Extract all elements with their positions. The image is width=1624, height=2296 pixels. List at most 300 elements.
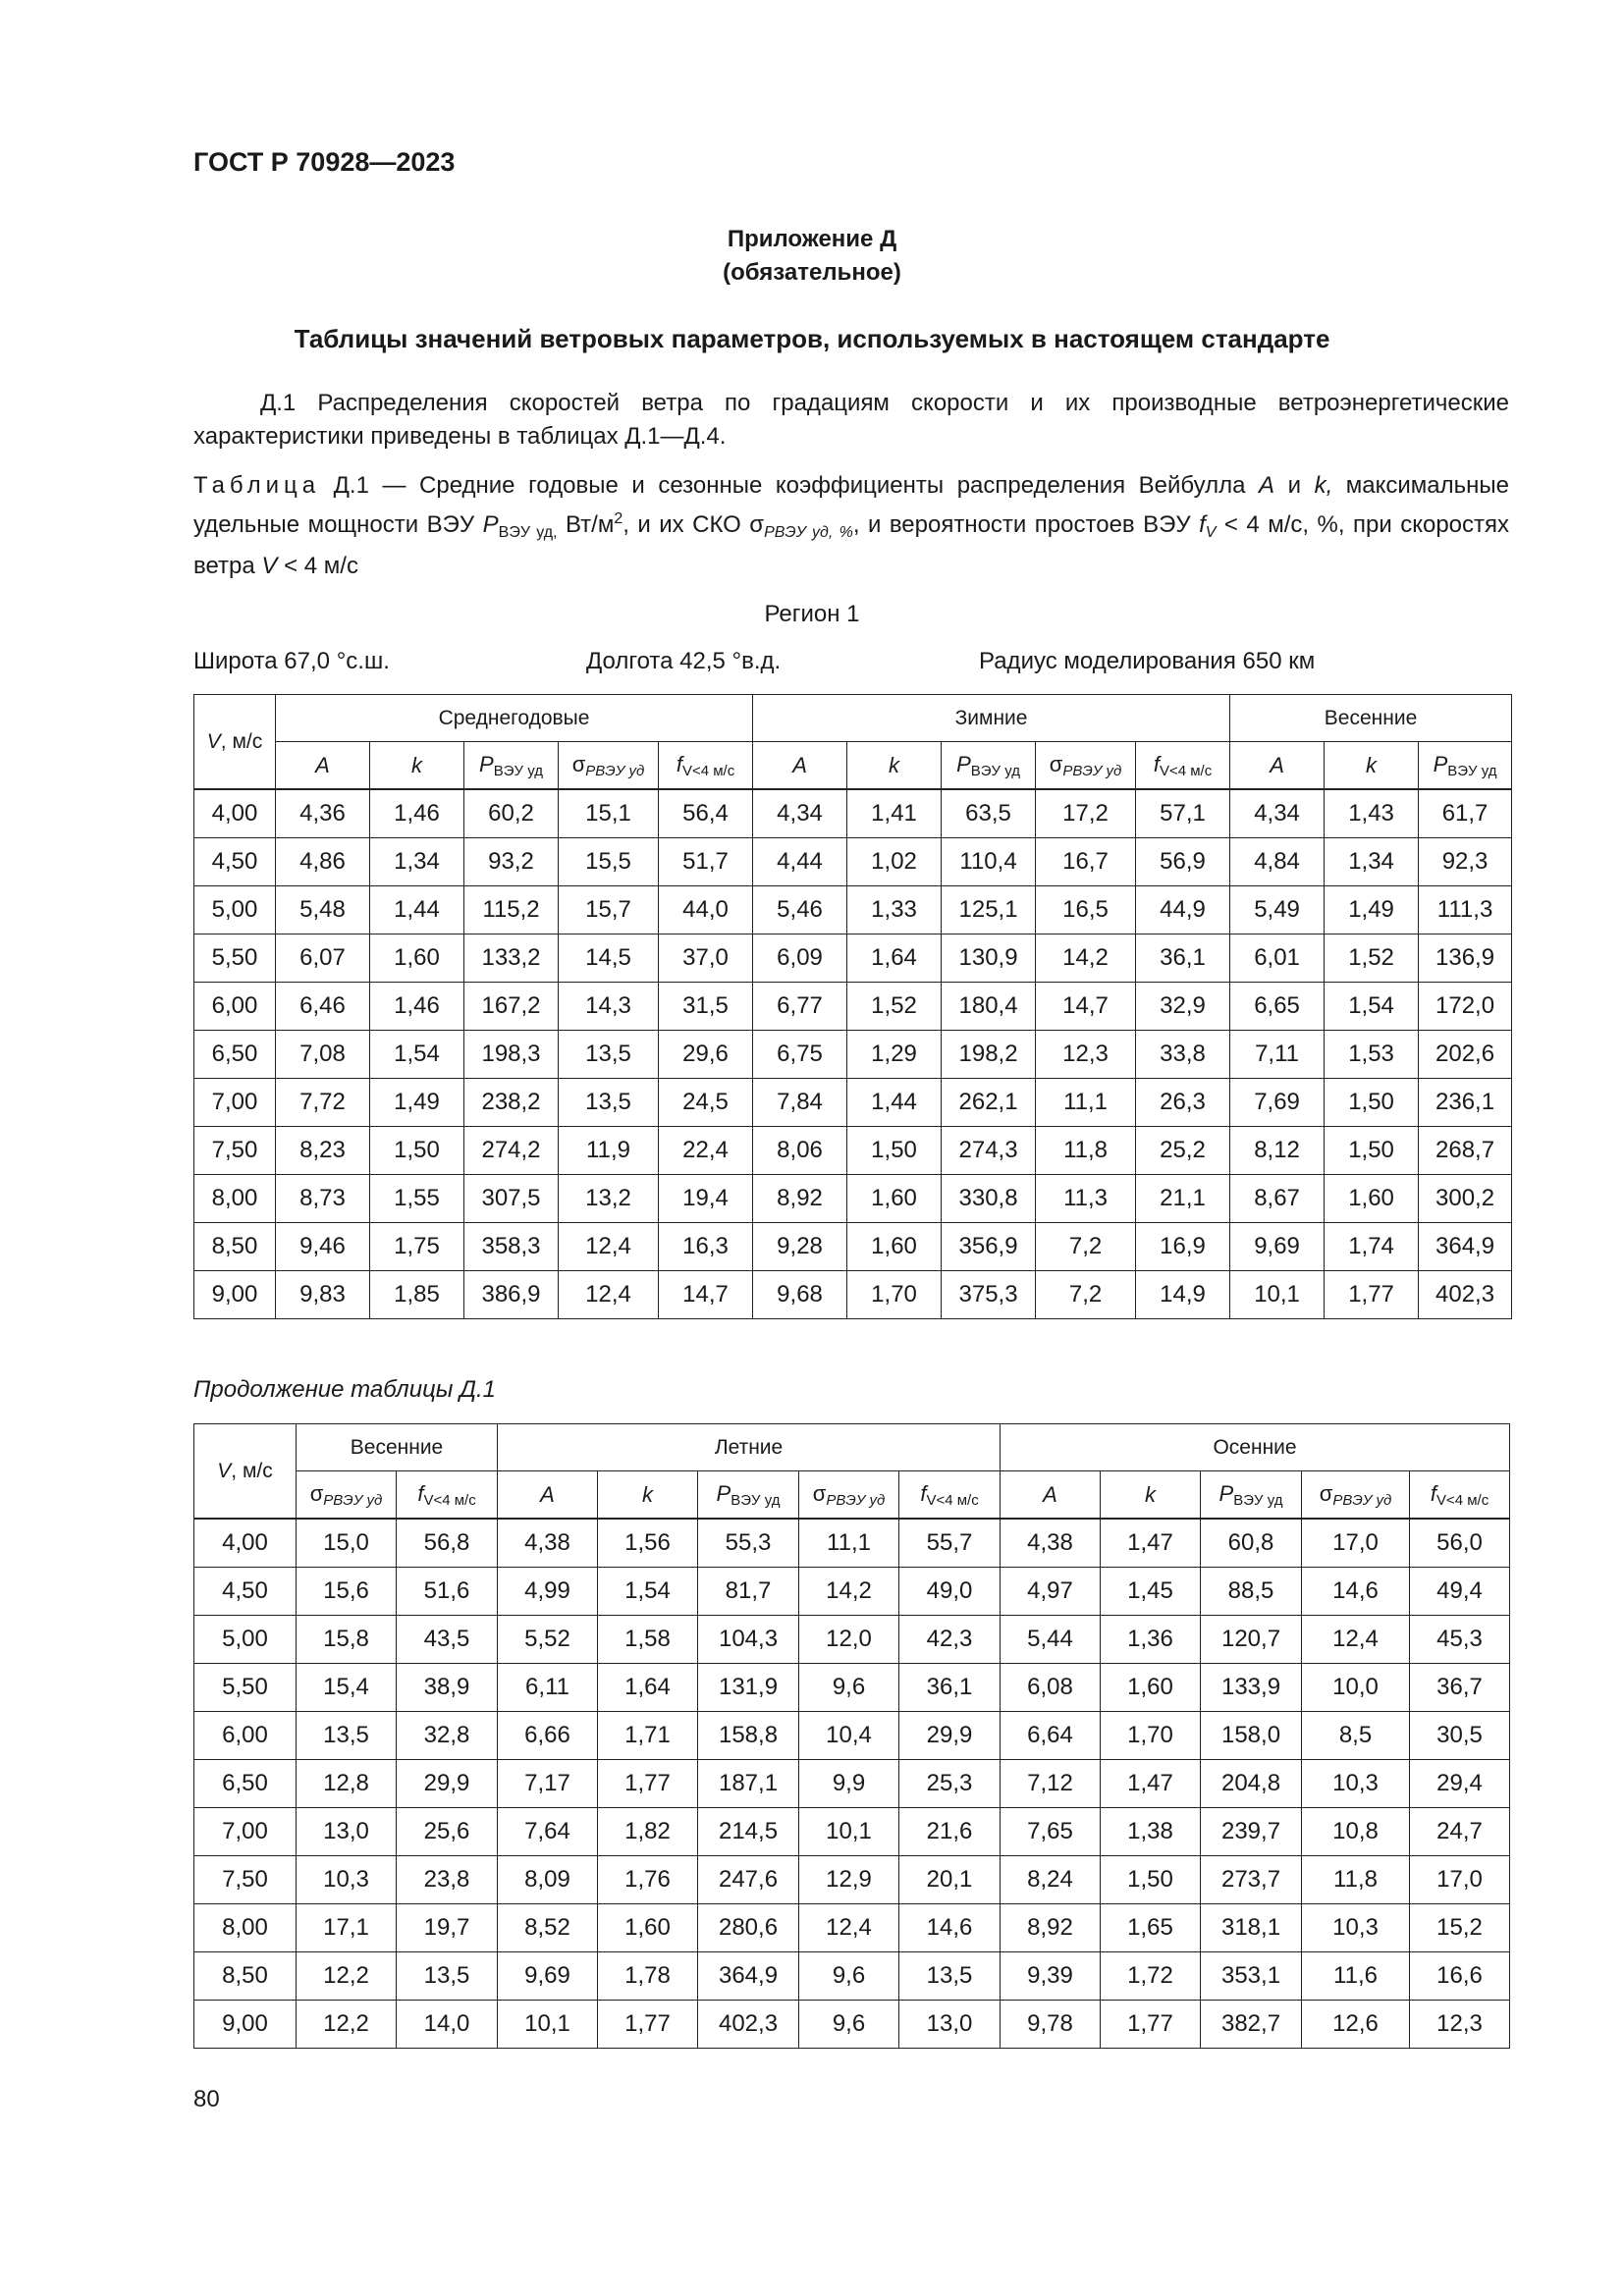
table-cell: 17,0 [1410, 1856, 1510, 1904]
wind-speed-cell: 4,50 [194, 1568, 297, 1616]
col-header-f: fV<4 м/с [899, 1471, 1001, 1520]
table-cell: 1,50 [1101, 1856, 1201, 1904]
table-cell: 60,8 [1201, 1519, 1302, 1568]
table-cell: 49,4 [1410, 1568, 1510, 1616]
table-cell: 9,6 [799, 2001, 899, 2049]
table-cell: 1,75 [370, 1223, 464, 1271]
table-cell: 9,9 [799, 1760, 899, 1808]
table-cell: 23,8 [397, 1856, 498, 1904]
table-cell: 32,9 [1136, 983, 1230, 1031]
table-cell: 273,7 [1201, 1856, 1302, 1904]
table-cell: 7,72 [276, 1079, 370, 1127]
table-cell: 1,44 [370, 886, 464, 934]
table-cell: 8,67 [1230, 1175, 1325, 1223]
table-cell: 1,60 [598, 1904, 698, 1952]
caption-part4: , и вероятности простоев ВЭУ [852, 511, 1200, 538]
table-cell: 4,44 [753, 838, 847, 886]
table-cell: 9,6 [799, 1952, 899, 2001]
wind-speed-cell: 7,00 [194, 1079, 276, 1127]
table-cell: 30,5 [1410, 1712, 1510, 1760]
page-number: 80 [193, 2086, 220, 2112]
caption-label: Таблица [193, 472, 321, 499]
table-cell: 13,0 [899, 2001, 1001, 2049]
table-cell: 61,7 [1419, 789, 1512, 838]
caption-unit-sup: 2 [614, 510, 623, 527]
table-cell: 13,5 [397, 1952, 498, 2001]
table-cell: 115,2 [464, 886, 559, 934]
table-cell: 25,2 [1136, 1127, 1230, 1175]
caption-part5: < 4 м/с, %, при скоростях ветра [193, 511, 1510, 579]
caption-f: f [1199, 511, 1206, 538]
table-cell: 11,6 [1302, 1952, 1410, 2001]
table-cell: 63,5 [942, 789, 1036, 838]
table-cell: 8,24 [1001, 1856, 1101, 1904]
table-cell: 45,3 [1410, 1616, 1510, 1664]
col-header-f: fV<4 м/с [659, 742, 753, 790]
wind-speed-cell: 9,00 [194, 1271, 276, 1319]
table-cell: 8,92 [1001, 1904, 1101, 1952]
table-cell: 10,0 [1302, 1664, 1410, 1712]
table-cell: 13,0 [297, 1808, 397, 1856]
table-cell: 29,9 [397, 1760, 498, 1808]
wind-speed-cell: 7,50 [194, 1127, 276, 1175]
table-cell: 36,1 [1136, 934, 1230, 983]
table-cell: 15,0 [297, 1519, 397, 1568]
table-cell: 43,5 [397, 1616, 498, 1664]
table-cell: 198,2 [942, 1031, 1036, 1079]
col-header-f: fV<4 м/с [397, 1471, 498, 1520]
table-cell: 375,3 [942, 1271, 1036, 1319]
table-cell: 36,7 [1410, 1664, 1510, 1712]
table-cell: 1,52 [1325, 934, 1419, 983]
table-cell: 16,3 [659, 1223, 753, 1271]
table-cell: 13,5 [559, 1079, 659, 1127]
table-cell: 31,5 [659, 983, 753, 1031]
table-cell: 9,6 [799, 1664, 899, 1712]
table-cell: 110,4 [942, 838, 1036, 886]
table-cell: 9,69 [498, 1952, 598, 2001]
table-cell: 8,09 [498, 1856, 598, 1904]
table-cell: 358,3 [464, 1223, 559, 1271]
table-cell: 1,72 [1101, 1952, 1201, 2001]
table-row [194, 1127, 1512, 1175]
table-cell: 158,8 [698, 1712, 799, 1760]
table-cell: 5,44 [1001, 1616, 1101, 1664]
table-caption [193, 469, 1509, 583]
table-cell: 16,5 [1036, 886, 1136, 934]
table-cell: 20,1 [899, 1856, 1001, 1904]
table-cell: 1,02 [847, 838, 942, 886]
table-cell: 1,85 [370, 1271, 464, 1319]
table-cell: 7,2 [1036, 1271, 1136, 1319]
group-header-summer: Летние [498, 1424, 1001, 1471]
col-header-k: k [370, 742, 464, 790]
table-row [194, 1175, 1512, 1223]
table-cell: 167,2 [464, 983, 559, 1031]
table-cell: 12,6 [1302, 2001, 1410, 2049]
table-cell: 1,46 [370, 983, 464, 1031]
table-cell: 10,3 [297, 1856, 397, 1904]
table-cell: 1,34 [370, 838, 464, 886]
table-cell: 10,1 [799, 1808, 899, 1856]
table-cell: 11,3 [1036, 1175, 1136, 1223]
table-row [194, 838, 1512, 886]
table-cell: 15,6 [297, 1568, 397, 1616]
table-row [194, 1519, 1510, 1568]
table-cell: 14,6 [899, 1904, 1001, 1952]
caption-unit: Вт/м [557, 511, 615, 538]
caption-a: A [1259, 472, 1275, 499]
standard-code: ГОСТ Р 70928—2023 [193, 147, 456, 177]
table-cell: 9,78 [1001, 2001, 1101, 2049]
table-cell: 1,50 [847, 1127, 942, 1175]
table-cell: 9,28 [753, 1223, 847, 1271]
table-cell: 1,56 [598, 1519, 698, 1568]
table-cell: 1,64 [847, 934, 942, 983]
table-cell: 1,54 [1325, 983, 1419, 1031]
table-cell: 12,3 [1036, 1031, 1136, 1079]
table-cell: 274,3 [942, 1127, 1036, 1175]
col-header-a: A [1001, 1471, 1101, 1520]
table-cell: 1,29 [847, 1031, 942, 1079]
table-cell: 13,5 [297, 1712, 397, 1760]
table-cell: 4,84 [1230, 838, 1325, 886]
table-cell: 25,6 [397, 1808, 498, 1856]
table-cell: 11,9 [559, 1127, 659, 1175]
table-cell: 8,06 [753, 1127, 847, 1175]
wind-speed-cell: 4,00 [194, 789, 276, 838]
table-cell: 386,9 [464, 1271, 559, 1319]
table-cell: 1,58 [598, 1616, 698, 1664]
caption-p-sub: ВЭУ уд, [498, 524, 558, 541]
table-cell: 1,55 [370, 1175, 464, 1223]
table-cell: 12,9 [799, 1856, 899, 1904]
table-cell: 15,8 [297, 1616, 397, 1664]
table-cell: 111,3 [1419, 886, 1512, 934]
table-cell: 131,9 [698, 1664, 799, 1712]
table-cell: 10,8 [1302, 1808, 1410, 1856]
paragraph-d1: Д.1 Распределения скоростей ветра по градациям скорости и их производные ветроэнергетические характеристики приведены в таблицах Д.1—Д.4. [193, 390, 1509, 450]
table-row [194, 1664, 1510, 1712]
wind-speed-cell: 5,50 [194, 1664, 297, 1712]
col-header-a: A [1230, 742, 1325, 790]
table-cell: 81,7 [698, 1568, 799, 1616]
radius-label: Радиус моделирования 650 км [979, 648, 1316, 674]
table-cell: 15,2 [1410, 1904, 1510, 1952]
table-cell: 22,4 [659, 1127, 753, 1175]
col-header-k: k [1325, 742, 1419, 790]
table-cell: 1,34 [1325, 838, 1419, 886]
table-cell: 11,8 [1036, 1127, 1136, 1175]
col-header-sigma: σPВЭУ уд [297, 1471, 397, 1520]
table-cell: 1,38 [1101, 1808, 1201, 1856]
table-cell: 14,5 [559, 934, 659, 983]
table-cell: 318,1 [1201, 1904, 1302, 1952]
table-cell: 1,60 [847, 1175, 942, 1223]
col-header-p: PВЭУ уд [698, 1471, 799, 1520]
table-cell: 15,5 [559, 838, 659, 886]
table-cell: 1,33 [847, 886, 942, 934]
table-cell: 12,0 [799, 1616, 899, 1664]
table-cell: 1,77 [1101, 2001, 1201, 2049]
col-header-k: k [847, 742, 942, 790]
group-header-spring: Весенние [297, 1424, 498, 1471]
table-cell: 274,2 [464, 1127, 559, 1175]
table-cell: 7,12 [1001, 1760, 1101, 1808]
table-cell: 6,46 [276, 983, 370, 1031]
table-cell: 24,7 [1410, 1808, 1510, 1856]
table-cell: 202,6 [1419, 1031, 1512, 1079]
table-cell: 136,9 [1419, 934, 1512, 983]
table-cell: 13,2 [559, 1175, 659, 1223]
table-cell: 133,2 [464, 934, 559, 983]
wind-speed-cell: 5,00 [194, 1616, 297, 1664]
table-cell: 17,1 [297, 1904, 397, 1952]
table-cell: 7,17 [498, 1760, 598, 1808]
weibull-table-main [193, 694, 1512, 1319]
table-cell: 16,9 [1136, 1223, 1230, 1271]
table-cell: 16,7 [1036, 838, 1136, 886]
table-row [194, 1712, 1510, 1760]
table-cell: 21,6 [899, 1808, 1001, 1856]
table-cell: 5,48 [276, 886, 370, 934]
table-cell: 402,3 [1419, 1271, 1512, 1319]
table-cell: 7,2 [1036, 1223, 1136, 1271]
table-cell: 25,3 [899, 1760, 1001, 1808]
table-cell: 1,49 [1325, 886, 1419, 934]
table-cell: 1,44 [847, 1079, 942, 1127]
table-row [194, 983, 1512, 1031]
table-cell: 7,11 [1230, 1031, 1325, 1079]
table-cell: 51,7 [659, 838, 753, 886]
table-cell: 14,2 [1036, 934, 1136, 983]
table-cell: 247,6 [698, 1856, 799, 1904]
col-header-f: fV<4 м/с [1410, 1471, 1510, 1520]
wind-speed-cell: 6,00 [194, 1712, 297, 1760]
table-row [194, 1760, 1510, 1808]
table-cell: 7,65 [1001, 1808, 1101, 1856]
table-cell: 4,34 [753, 789, 847, 838]
table-cell: 1,45 [1101, 1568, 1201, 1616]
table-cell: 1,65 [1101, 1904, 1201, 1952]
col-header-a: A [753, 742, 847, 790]
table-cell: 1,78 [598, 1952, 698, 2001]
table-cell: 1,50 [1325, 1079, 1419, 1127]
table-cell: 1,47 [1101, 1760, 1201, 1808]
table-cell: 10,3 [1302, 1760, 1410, 1808]
table-cell: 6,01 [1230, 934, 1325, 983]
table-cell: 8,92 [753, 1175, 847, 1223]
col-header-p: PВЭУ уд [942, 742, 1036, 790]
table-cell: 1,41 [847, 789, 942, 838]
group-header-winter: Зимние [753, 695, 1230, 742]
table-row [194, 1031, 1512, 1079]
table-cell: 37,0 [659, 934, 753, 983]
table-cell: 6,08 [1001, 1664, 1101, 1712]
col-header-k: k [1101, 1471, 1201, 1520]
table-cell: 56,8 [397, 1519, 498, 1568]
table-cell: 12,4 [1302, 1616, 1410, 1664]
table-cell: 1,53 [1325, 1031, 1419, 1079]
col-header-p: PВЭУ уд [1419, 742, 1512, 790]
table-cell: 92,3 [1419, 838, 1512, 886]
table-cell: 10,1 [498, 2001, 598, 2049]
table-cell: 402,3 [698, 2001, 799, 2049]
table-cell: 280,6 [698, 1904, 799, 1952]
section-title: Таблицы значений ветровых параметров, используемых в настоящем стандарте [294, 324, 1330, 353]
weibull-table-continued [193, 1423, 1510, 2049]
table-cell: 1,60 [847, 1223, 942, 1271]
table-cell: 7,69 [1230, 1079, 1325, 1127]
table-cell: 120,7 [1201, 1616, 1302, 1664]
table-cell: 29,4 [1410, 1760, 1510, 1808]
longitude-label: Долгота 42,5 °в.д. [586, 648, 782, 674]
table-cell: 16,6 [1410, 1952, 1510, 2001]
table-cell: 11,8 [1302, 1856, 1410, 1904]
table-cell: 6,66 [498, 1712, 598, 1760]
table-cell: 14,7 [659, 1271, 753, 1319]
table-cell: 38,9 [397, 1664, 498, 1712]
table-cell: 9,68 [753, 1271, 847, 1319]
table-row [194, 886, 1512, 934]
table-cell: 60,2 [464, 789, 559, 838]
table-cell: 11,1 [1036, 1079, 1136, 1127]
table-cell: 1,82 [598, 1808, 698, 1856]
table-row [194, 1808, 1510, 1856]
wind-speed-cell: 8,50 [194, 1223, 276, 1271]
table-cell: 29,9 [899, 1712, 1001, 1760]
v-column-header: V, м/с [194, 695, 276, 790]
table-cell: 13,5 [899, 1952, 1001, 2001]
table-cell: 12,8 [297, 1760, 397, 1808]
latitude-label: Широта 67,0 °с.ш. [193, 648, 390, 674]
wind-speed-cell: 4,50 [194, 838, 276, 886]
table-cell: 44,9 [1136, 886, 1230, 934]
table-cell: 6,65 [1230, 983, 1325, 1031]
col-header-k: k [598, 1471, 698, 1520]
col-header-a: A [276, 742, 370, 790]
table-cell: 51,6 [397, 1568, 498, 1616]
table-cell: 172,0 [1419, 983, 1512, 1031]
table-cell: 26,3 [1136, 1079, 1230, 1127]
table-row [194, 1904, 1510, 1952]
table-cell: 239,7 [1201, 1808, 1302, 1856]
table-cell: 300,2 [1419, 1175, 1512, 1223]
caption-and: и [1274, 472, 1315, 499]
table-cell: 238,2 [464, 1079, 559, 1127]
table-cell: 12,4 [559, 1271, 659, 1319]
table-cell: 4,97 [1001, 1568, 1101, 1616]
table-cell: 1,60 [1325, 1175, 1419, 1223]
table-cell: 11,1 [799, 1519, 899, 1568]
table-cell: 4,36 [276, 789, 370, 838]
table-cell: 1,76 [598, 1856, 698, 1904]
table-cell: 1,77 [1325, 1271, 1419, 1319]
table-cell: 4,38 [498, 1519, 598, 1568]
v-column-header: V, м/с [194, 1424, 297, 1520]
group-header-spring: Весенние [1230, 695, 1512, 742]
caption-k: k, [1314, 472, 1333, 499]
table-cell: 4,86 [276, 838, 370, 886]
table-row [194, 1856, 1510, 1904]
group-header-annual: Среднегодовые [276, 695, 753, 742]
table-cell: 33,8 [1136, 1031, 1230, 1079]
col-header-sigma: σPВЭУ уд [799, 1471, 899, 1520]
table-cell: 382,7 [1201, 2001, 1302, 2049]
table-cell: 7,64 [498, 1808, 598, 1856]
table-cell: 6,07 [276, 934, 370, 983]
table-cell: 356,9 [942, 1223, 1036, 1271]
table-row [194, 1616, 1510, 1664]
continuation-label: Продолжение таблицы Д.1 [193, 1376, 497, 1403]
table-cell: 8,23 [276, 1127, 370, 1175]
table-cell: 125,1 [942, 886, 1036, 934]
table-cell: 1,60 [1101, 1664, 1201, 1712]
caption-sigma-sub: PВЭУ уд, % [764, 524, 853, 541]
table-cell: 130,9 [942, 934, 1036, 983]
table-cell: 353,1 [1201, 1952, 1302, 2001]
table-cell: 4,34 [1230, 789, 1325, 838]
table-cell: 4,99 [498, 1568, 598, 1616]
table-cell: 8,5 [1302, 1712, 1410, 1760]
caption-part6: < 4 м/с [277, 553, 358, 579]
caption-v: V [261, 553, 278, 579]
table-cell: 6,09 [753, 934, 847, 983]
table-cell: 104,3 [698, 1616, 799, 1664]
table-cell: 14,9 [1136, 1271, 1230, 1319]
table-cell: 8,52 [498, 1904, 598, 1952]
table-cell: 1,43 [1325, 789, 1419, 838]
region-label: Регион 1 [764, 601, 860, 627]
table-cell: 6,64 [1001, 1712, 1101, 1760]
table-cell: 24,5 [659, 1079, 753, 1127]
table-cell: 14,0 [397, 2001, 498, 2049]
table-cell: 19,4 [659, 1175, 753, 1223]
table-cell: 12,2 [297, 1952, 397, 2001]
col-header-sigma: σPВЭУ уд [559, 742, 659, 790]
table-cell: 187,1 [698, 1760, 799, 1808]
table-cell: 8,12 [1230, 1127, 1325, 1175]
table-cell: 9,46 [276, 1223, 370, 1271]
table-cell: 19,7 [397, 1904, 498, 1952]
table-cell: 29,6 [659, 1031, 753, 1079]
caption-part1: Д.1 — Средние годовые и сезонные коэффициенты распределения Вейбулла [320, 472, 1260, 499]
table-cell: 17,0 [1302, 1519, 1410, 1568]
table-cell: 44,0 [659, 886, 753, 934]
wind-speed-cell: 9,00 [194, 2001, 297, 2049]
table-cell: 7,84 [753, 1079, 847, 1127]
table-cell: 12,2 [297, 2001, 397, 2049]
table-cell: 1,52 [847, 983, 942, 1031]
table-cell: 1,77 [598, 2001, 698, 2049]
table-row [194, 1952, 1510, 2001]
table-cell: 5,49 [1230, 886, 1325, 934]
table-cell: 5,46 [753, 886, 847, 934]
table-cell: 1,54 [598, 1568, 698, 1616]
table-cell: 4,38 [1001, 1519, 1101, 1568]
table-cell: 36,1 [899, 1664, 1001, 1712]
table-cell: 1,74 [1325, 1223, 1419, 1271]
table-row [194, 1568, 1510, 1616]
table-cell: 330,8 [942, 1175, 1036, 1223]
caption-f-sub: V [1205, 524, 1217, 541]
col-header-a: A [498, 1471, 598, 1520]
table-cell: 7,08 [276, 1031, 370, 1079]
table-cell: 10,1 [1230, 1271, 1325, 1319]
wind-speed-cell: 6,50 [194, 1760, 297, 1808]
table-cell: 14,7 [1036, 983, 1136, 1031]
table-cell: 56,9 [1136, 838, 1230, 886]
